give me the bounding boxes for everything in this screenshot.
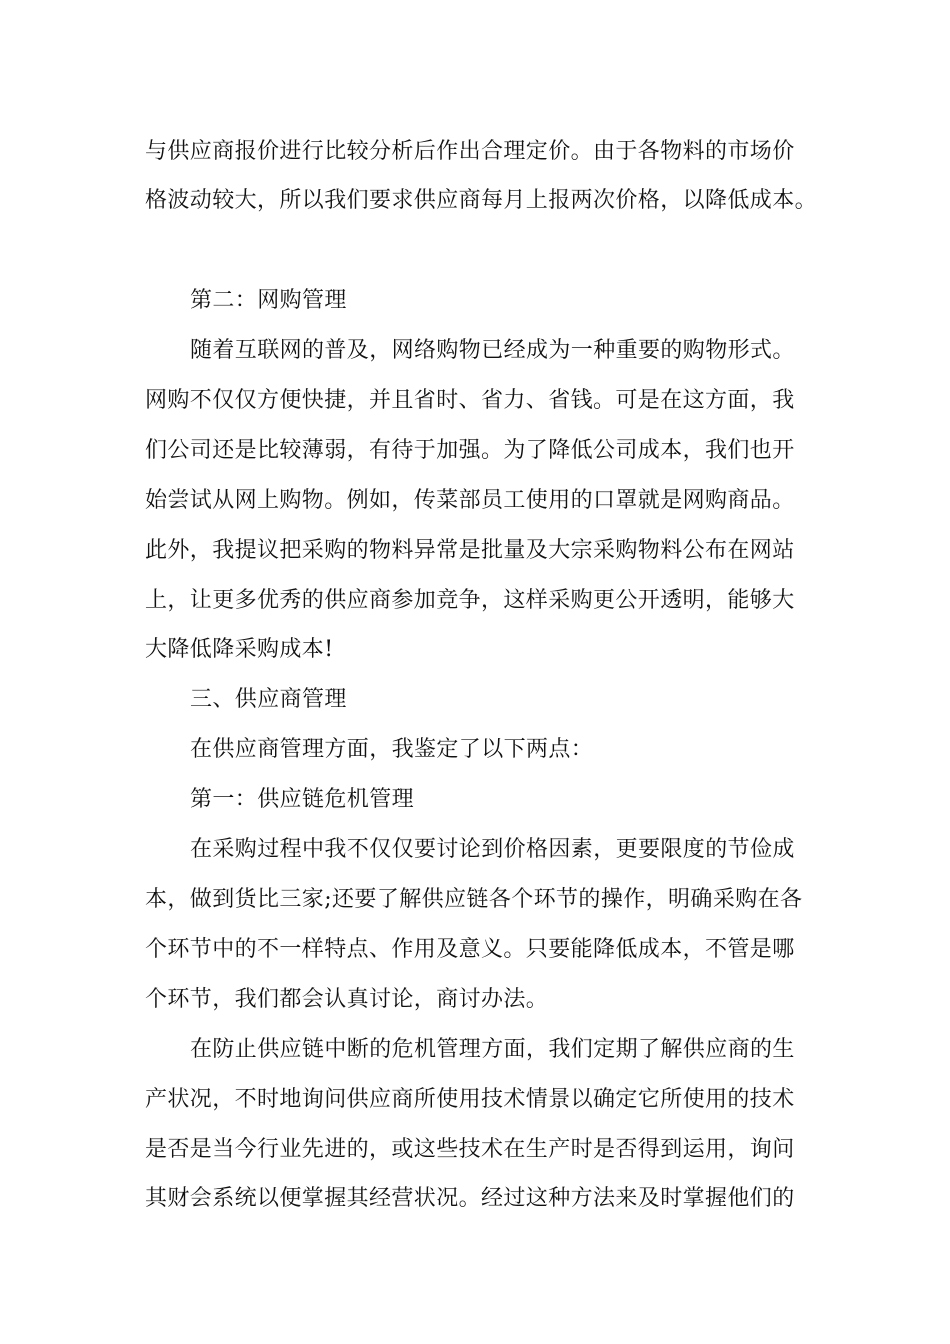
text-line: 在供应商管理方面，我鉴定了以下两点：	[190, 737, 594, 762]
text-line: 其财会系统以便掌握其经营状况。经过这种方法来及时掌握他们的	[145, 1186, 795, 1211]
text-line: 与供应商报价进行比较分析后作出合理定价。由于各物料的市场价	[145, 139, 795, 164]
text-line: 们公司还是比较薄弱，有待于加强。为了降低公司成本，我们也开	[145, 438, 795, 463]
text-line: 个环节中的不一样特点、作用及意义。只要能降低成本，不管是哪	[145, 937, 795, 962]
section-heading: 三、供应商管理	[190, 687, 347, 712]
text-line: 随着互联网的普及，网络购物已经成为一种重要的购物形式。	[190, 338, 795, 363]
text-line: 格波动较大，所以我们要求供应商每月上报两次价格，以降低成本。	[145, 188, 818, 213]
text-line: 此外，我提议把采购的物料异常是批量及大宗采购物料公布在网站	[145, 538, 795, 563]
section-heading: 第二：网购管理	[190, 288, 347, 313]
text-line: 上，让更多优秀的供应商参加竞争，这样采购更公开透明，能够大	[145, 588, 795, 613]
text-line: 大降低降采购成本!	[145, 637, 334, 662]
section-heading: 第一：供应链危机管理	[190, 787, 415, 812]
text-line: 在防止供应链中断的危机管理方面，我们定期了解供应商的生	[190, 1037, 795, 1062]
text-line: 始尝试从网上购物。例如，传菜部员工使用的口罩就是网购商品。	[145, 488, 795, 513]
text-line: 网购不仅仅方便快捷，并且省时、省力、省钱。可是在这方面，我	[145, 388, 795, 413]
text-line: 本，做到货比三家;还要了解供应链各个环节的操作，明确采购在各	[145, 887, 803, 912]
text-line: 产状况，不时地询问供应商所使用技术情景以确定它所使用的技术	[145, 1087, 795, 1112]
text-line: 在采购过程中我不仅仅要讨论到价格因素，更要限度的节俭成	[190, 837, 795, 862]
text-line: 个环节，我们都会认真讨论，商讨办法。	[145, 987, 549, 1012]
text-line: 是否是当今行业先进的，或这些技术在生产时是否得到运用，询问	[145, 1137, 795, 1162]
